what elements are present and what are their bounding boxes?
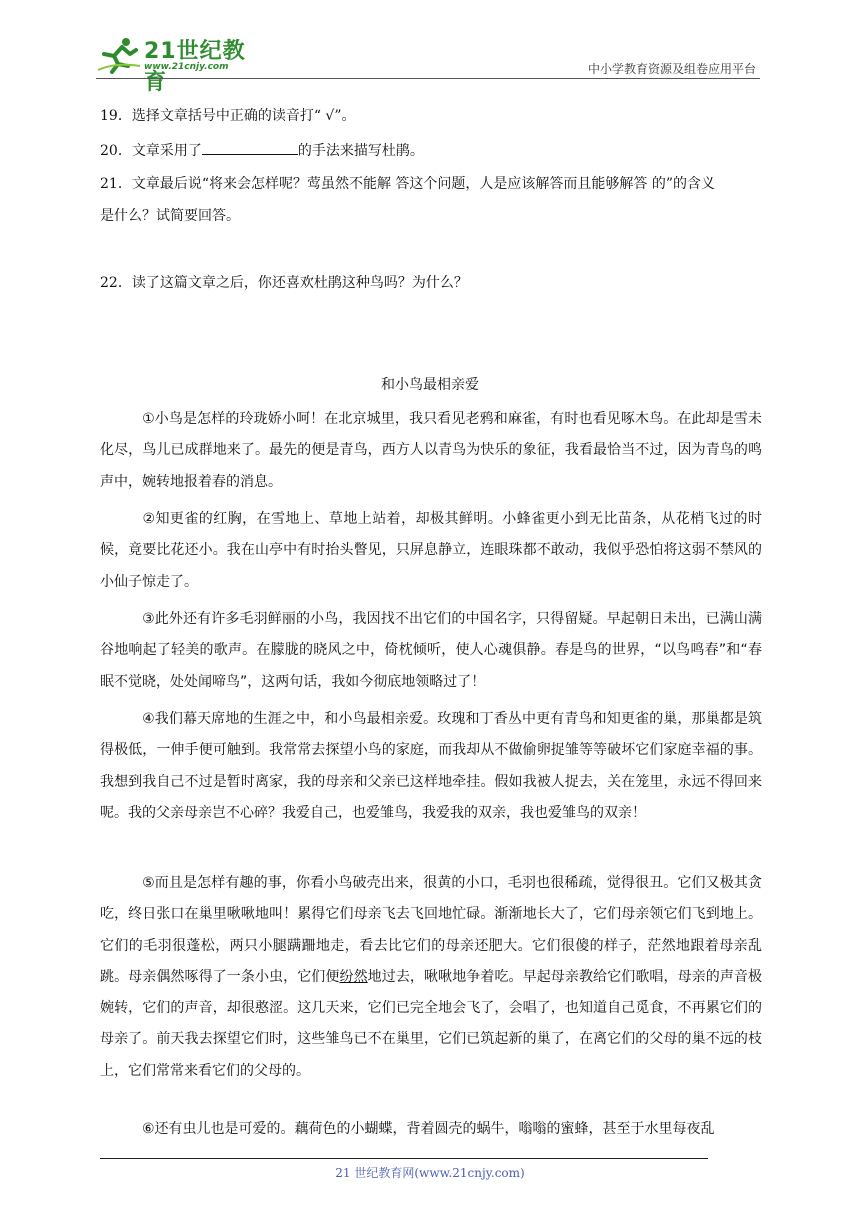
question-20 [100,138,762,163]
runner-logo-icon [96,36,142,74]
site-logo [96,34,266,95]
paragraph-2 [100,504,762,598]
paragraph-1 [100,404,762,498]
question-21-line-1: 21．文章最后说“将来会怎样呢？莺虽然不能解 答这个问题，人是应该解答而且能够解答 的”的含义 [100,176,716,192]
paragraph-4-text: ④我们幕天席地的生涯之中，和小鸟最相亲爱。玫瑰和丁香丛中更有青鸟和知更雀的巢，那巢都是筑得极低，一伸手便可触到。我常常去探望小鸟的家庭，而我却从不做偷卵捉雏等等破坏它们家庭幸福的事。我想到我自己不过是暂时离家，我的母亲和父亲已这样地牵挂。假如我被人捉去，关在笼里，永远不得回来呢。我的父亲母亲岂不心碎？我爱自己，也爱雏鸟，我爱我的双亲，我也爱雏鸟的双亲！ [100,711,762,821]
paragraph-5 [100,868,762,1087]
logo-text: 21世纪教育 [144,39,246,95]
paragraph-2-text: ②知更雀的红胸，在雪地上、草地上站着，却极其鲜明。小蜂雀更小到无比苗条，从花梢飞过的时候，竟要比花还小。我在山亭中有时抬头瞥见，只屏息静立，连眼珠都不敢动，我似乎恐怕将这弱不禁风的小仙子惊走了。 [100,511,762,590]
paragraph-3 [100,604,762,698]
logo-url: www.21cnjy.com [144,62,229,72]
question-20-text-b: 的手法来描写杜鹃。 [297,143,424,159]
underlined-word: 纷然 [339,968,368,985]
paragraph-5-text-b: 地过去，啾啾地争着吃。早起母亲教给它们歌唱，母亲的声音极婉转，它们的声音，却很憨涩。这几天来，它们已完全地会飞了，会唱了，也知道自己觅食，不再累它们的母亲了。前天我去探望它们时，这些雏鸟已不在巢里，它们已筑起新的巢了，在离它们的父母的巢不远的枝上，它们常常来看它们的父母的。 [100,968,763,1079]
paragraph-5-text-a: ⑤而且是怎样有趣的事，你看小鸟破壳出来，很黄的小口，毛羽也很稀疏，觉得很丑。它们又极其贪吃，终日张口在巢里啾啾地叫！累得它们母亲飞去飞回地忙碌。渐渐地长大了，它们母亲领它们飞到地上。它们的毛羽很蓬松，两只小腿蹒跚地走，看去比它们的母亲还肥大。它们很傻的样子，茫然地跟着母亲乱跳。母亲偶然啄得了一条小虫，它们便 [100,875,762,985]
article-title: 和小鸟最相亲爱 [381,377,479,393]
question-19: 19．选择文章括号中正确的读音打“ √”。 [100,108,356,124]
paragraph-3-text: ③此外还有许多毛羽鲜丽的小鸟，我因找不出它们的中国名字，只得留疑。早起朝日未出，已满山满谷地响起了轻美的歌声。在朦胧的晓风之中，倚枕倾听，使人心魂俱静。春是鸟的世界，“以鸟鸣春”和“春眠不觉晓，处处闻啼鸟”，这两句话，我如今彻底地领略过了！ [100,611,762,690]
footer-divider [100,1158,708,1159]
paragraph-6-text: ⑥还有虫儿也是可爱的。藕荷色的小蝴蝶，背着圆壳的蜗牛，嗡嗡的蜜蜂，甚至于水里每夜乱 [142,1121,715,1137]
platform-name: 中小学教育资源及组卷应用平台 [587,62,756,76]
question-20-text-a: 20．文章采用了 [100,143,202,159]
header-divider [96,78,760,79]
paragraph-6 [100,1114,762,1145]
answer-blank[interactable] [202,138,298,155]
paragraph-1-text: ①小鸟是怎样的玲珑娇小呵！在北京城里，我只看见老鸦和麻雀，有时也看见啄木鸟。在此却是雪未化尽，鸟儿已成群地来了。最先的便是青鸟，西方人以青鸟为快乐的象征，我看最恰当不过，因为青鸟的鸣声中，婉转地报着春的消息。 [100,411,762,490]
question-21-line-2: 是什么？试简要回答。 [100,208,240,224]
page-header [96,34,760,95]
question-22: 22．读了这篇文章之后，你还喜欢杜鹃这种鸟吗？为什么？ [100,275,468,291]
paragraph-4 [100,704,762,829]
footer-text: 21 世纪教育网(www.21cnjy.com) [335,1166,525,1180]
